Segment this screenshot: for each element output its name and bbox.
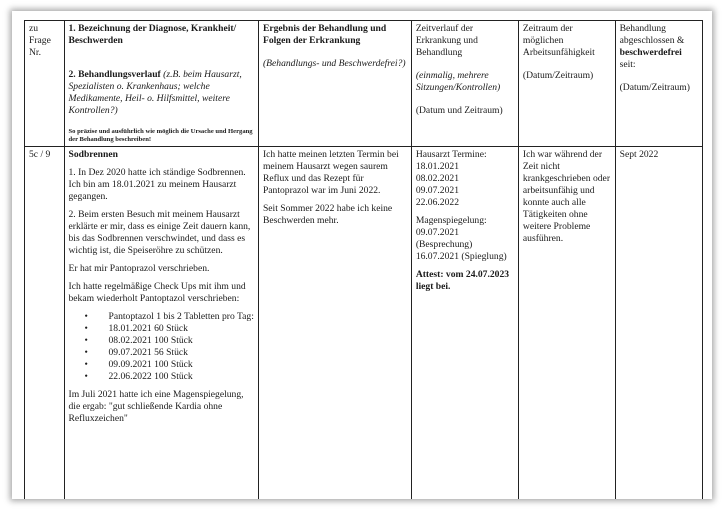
header-timeline: Zeitverlauf der Erkrankung und Behandlung (einmalig, mehrere Sitzungen/Kontrollen) (Datum und Zeitraum): [411, 21, 518, 147]
medical-history-table: [24, 20, 703, 499]
question-number-cell: 5c / 9: [25, 147, 65, 500]
attest-note: Attest: vom 24.07.2023 liegt bei.: [415, 269, 510, 292]
header-treatment-course: 2. Behandlungsverlauf (z.B. beim Hausarzt, Spezialisten o. Krankenhaus; welche Medikamente, Heil- o. Hilfsmittel, weitere Kontrollen?): [68, 69, 242, 116]
header-diagnosis-title: 1. Bezeichnung der Diagnose, Krankheit/ Beschwerden: [68, 23, 237, 46]
list-item: • Pantoptazol 1 bis 2 Tabletten pro Tag:: [109, 311, 254, 323]
list-item: • 09.09.2021 100 Stück: [109, 359, 254, 371]
diagnosis-name: Sodbrennen: [68, 149, 118, 160]
header-instruction-note: So präzise und ausführlich wie möglich die Ursache und Hergang der Behandlung beschreiben!: [68, 128, 253, 143]
closed-since-cell: Sept 2022: [615, 147, 702, 500]
incapacity-cell: Ich war während der Zeit nicht krankgeschrieben oder arbeitsunfähig und konnte auch alle Tätigkeiten ohne weitere Probleme ausführen.: [518, 147, 615, 500]
timeline-cell: Hausarzt Termine: 18.01.2021 08.02.2021 09.07.2021 22.06.2022 Magenspiegelung: 09.07.2021 (Besprechung) 16.07.2021 (Spieglung) Attest: vom 24.07.2023 liegt bei.: [411, 147, 518, 500]
list-item: • 18.01.2021 60 Stück: [109, 323, 254, 335]
diagnosis-cell: Sodbrennen 1. In Dez 2020 hatte ich ständige Sodbrennen. Ich bin am 18.01.2021 zu meinem Hausarzt gegangen. 2. Beim ersten Besuch mit meinem Hausarzt erklärte er mir, dass es einige Zeit dauern kann, bis das Sodbrennen verschwindet, und dass es wichtig ist, die Speiseröhre zu schützen. Er hat mir Pantoprazol verschrieben. Ich hatte regelmäßige Check Ups mit ihm und bekam wiederholt Pantoptazol verschrieben: • Pantoptazol 1 bis 2 Tabletten pro Tag: • 18.01.2021 60 Stück • 08.02.2021 100 Stück • 09.07.2021 56 Stück • 09.09.2021 100 Stück • 22.06.2022 100 Stück Im Juli 2021 hatte ich eine Magenspiegelung, die ergab: "gut schließende Kardia ohne Refluxzeichen": [64, 147, 258, 500]
table-header-row: [25, 21, 703, 147]
list-item: • 09.07.2021 56 Stück: [109, 347, 254, 359]
result-cell: Ich hatte meinen letzten Termin bei meinem Hausarzt wegen saurem Reflux und das Rezept für Pantoprazol war im Juni 2022. Seit Sommer 2022 habe ich keine Beschwerden mehr.: [258, 147, 411, 500]
document-page: [12, 11, 712, 499]
list-item: • 22.06.2022 100 Stück: [109, 371, 254, 383]
medication-list: [69, 311, 254, 383]
list-item: • 08.02.2021 100 Stück: [109, 335, 254, 347]
header-closed-since: Behandlung abgeschlossen & beschwerdefrei seit: (Datum/Zeitraum): [615, 21, 702, 147]
header-diagnosis: [64, 21, 258, 147]
header-result: Ergebnis der Behandlung und Folgen der Erkrankung (Behandlungs- und Beschwerdefrei?): [258, 21, 411, 147]
table-row: [25, 147, 703, 500]
header-incapacity: Zeitraum der möglichen Arbeitsunfähigkeit (Datum/Zeitraum): [518, 21, 615, 147]
header-question-number: zu Frage Nr.: [25, 21, 65, 147]
